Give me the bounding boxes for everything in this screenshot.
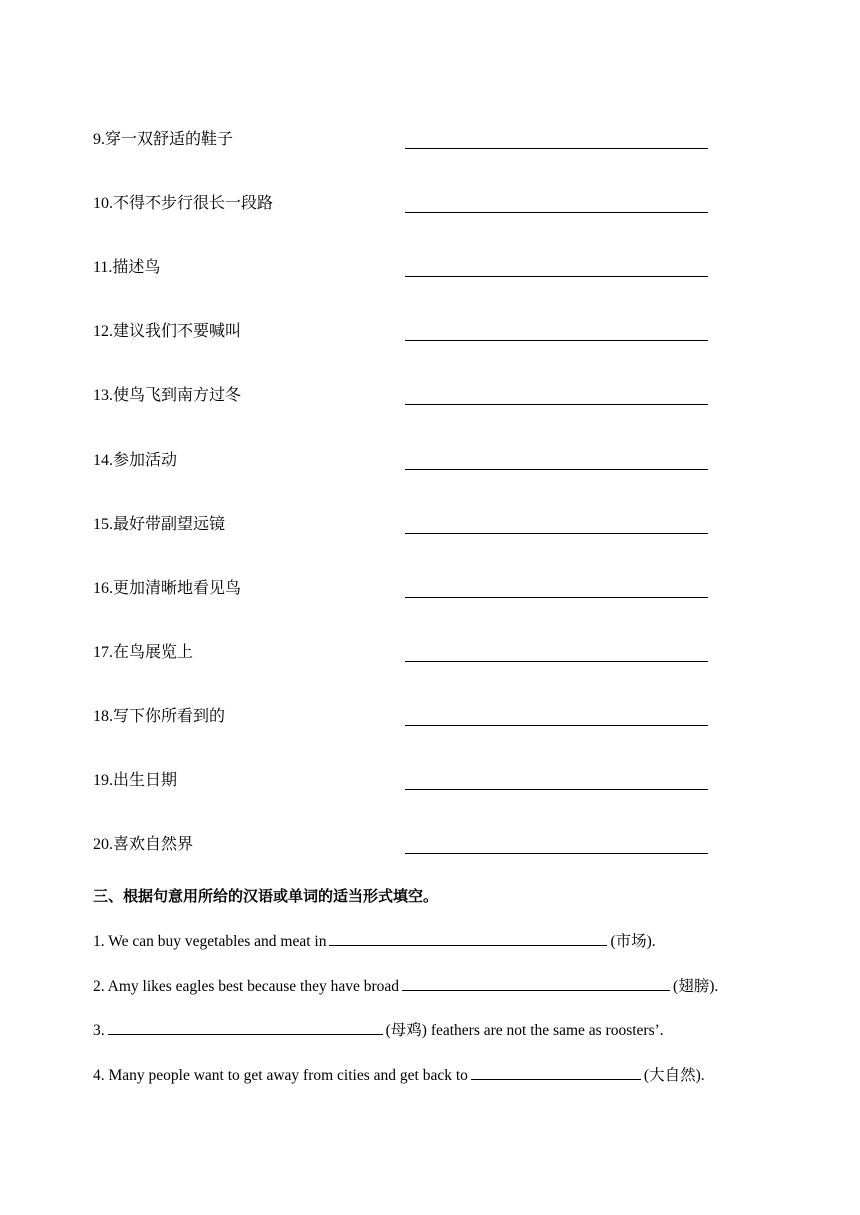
sentence-text-after: (翅膀).	[673, 978, 719, 995]
phrase-row-14	[93, 451, 713, 481]
phrase-label: 9.穿一双舒适的鞋子	[93, 131, 234, 148]
answer-line[interactable]	[405, 148, 708, 149]
answer-line[interactable]	[405, 212, 708, 213]
answer-line[interactable]	[405, 276, 708, 277]
fill-blank[interactable]	[329, 930, 607, 946]
sentence-text-before: 1. We can buy vegetables and meat in	[93, 933, 327, 950]
phrase-label: 14.参加活动	[93, 452, 178, 469]
answer-line[interactable]	[405, 469, 708, 470]
answer-line[interactable]	[405, 725, 708, 726]
sentence-text-before: 2. Amy likes eagles best because they have broad	[93, 978, 400, 995]
answer-line[interactable]	[405, 597, 708, 598]
sentence-text-after: (大自然).	[643, 1067, 705, 1084]
phrase-label: 18.写下你所看到的	[93, 708, 226, 725]
phrase-row-19	[93, 771, 713, 801]
answer-line[interactable]	[405, 533, 708, 534]
phrase-label: 10.不得不步行很长一段路	[93, 195, 274, 212]
sentence-text-after: (母鸡) feathers are not the same as roosters’.	[385, 1022, 664, 1039]
fill-blank[interactable]	[108, 1019, 383, 1035]
answer-line[interactable]	[405, 661, 708, 662]
sentence-2	[93, 975, 718, 998]
phrase-row-17	[93, 643, 713, 673]
phrase-label: 15.最好带副望远镜	[93, 516, 226, 533]
phrase-label: 11.描述鸟	[93, 259, 161, 276]
phrase-row-15	[93, 515, 713, 545]
phrase-label: 19.出生日期	[93, 772, 178, 789]
fill-blank[interactable]	[471, 1064, 641, 1080]
sentence-text-before: 3.	[93, 1022, 105, 1039]
sentence-3	[93, 1019, 664, 1042]
phrase-label: 16.更加清晰地看见鸟	[93, 580, 242, 597]
sentence-4	[93, 1064, 705, 1087]
answer-line[interactable]	[405, 404, 708, 405]
phrase-row-12	[93, 322, 713, 352]
phrase-row-9	[93, 130, 713, 160]
phrase-label: 12.建议我们不要喊叫	[93, 323, 242, 340]
phrase-row-13	[93, 386, 713, 416]
sentence-1	[93, 930, 656, 953]
answer-line[interactable]	[405, 789, 708, 790]
sentence-text-after: (市场).	[610, 933, 656, 950]
phrase-row-20	[93, 835, 713, 865]
answer-line[interactable]	[405, 853, 708, 854]
fill-blank[interactable]	[402, 975, 670, 991]
section-title: 三、根据句意用所给的汉语或单词的适当形式填空。	[93, 887, 439, 905]
phrase-label: 13.使鸟飞到南方过冬	[93, 387, 242, 404]
phrase-row-11	[93, 258, 713, 288]
phrase-label: 20.喜欢自然界	[93, 836, 194, 853]
answer-line[interactable]	[405, 340, 708, 341]
sentence-text-before: 4. Many people want to get away from cities and get back to	[93, 1067, 468, 1084]
phrase-row-16	[93, 579, 713, 609]
phrase-row-10	[93, 194, 713, 224]
phrase-row-18	[93, 707, 713, 737]
phrase-label: 17.在鸟展览上	[93, 644, 194, 661]
